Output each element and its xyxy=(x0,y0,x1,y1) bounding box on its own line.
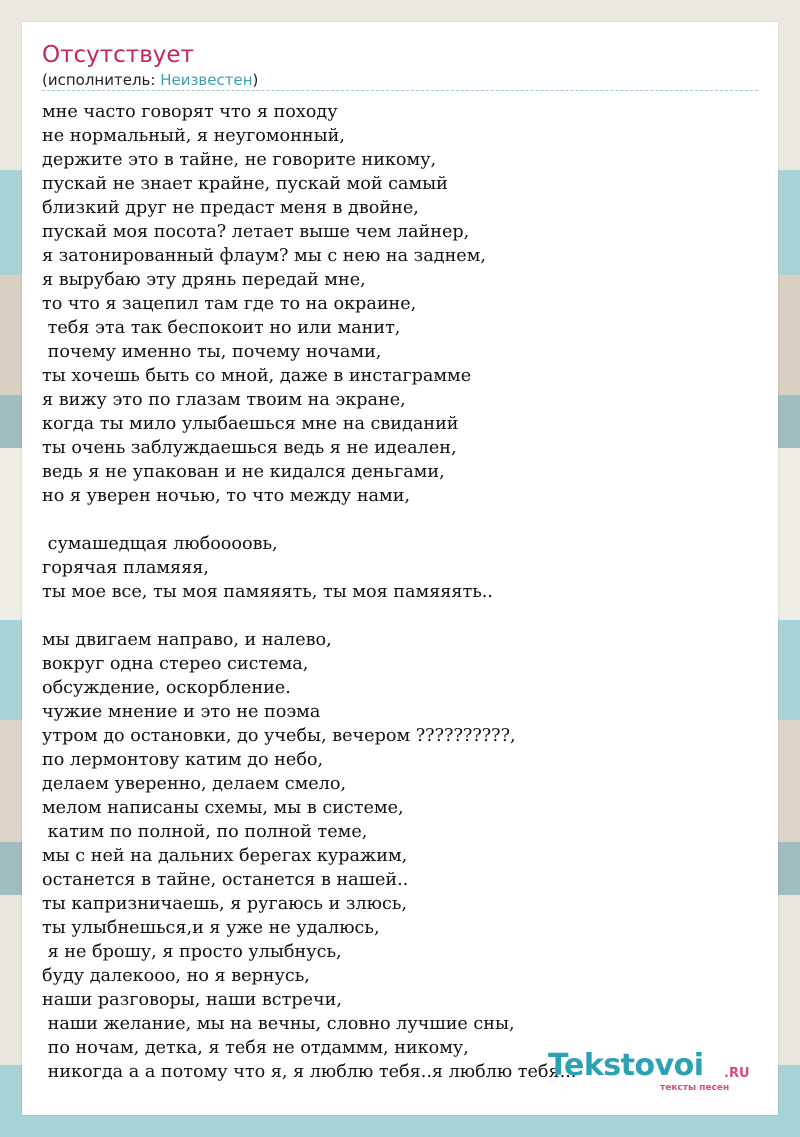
lyric-line: я вырубаю эту дрянь передай мне, xyxy=(42,270,366,290)
lyric-line: то что я зацепил там где то на окраине, xyxy=(42,294,417,314)
lyric-line: мелом написаны схемы, мы в системе, xyxy=(42,798,404,818)
lyric-line: мы двигаем направо, и налево, xyxy=(42,630,332,650)
lyric-line: ты капризничаешь, я ругаюсь и злюсь, xyxy=(42,894,408,914)
lyric-line xyxy=(42,508,758,532)
logo-wordmark: Tekstovoi xyxy=(548,1048,704,1083)
lyric-line: когда ты мило улыбаешься мне на свиданий xyxy=(42,414,459,434)
lyric-line: утром до остановки, до учебы, вечером ??????????, xyxy=(42,726,516,746)
lyric-line: тебя эта так беспокоит но или манит, xyxy=(42,318,401,338)
lyric-line: я затонированный флаум? мы с нею на заднем, xyxy=(42,246,486,266)
lyric-line: почему именно ты, почему ночами, xyxy=(42,342,382,362)
lyric-line: мы с ней на дальних берегах куражим, xyxy=(42,846,408,866)
lyric-line: ты очень заблуждаешься ведь я не идеален, xyxy=(42,438,457,458)
lyric-line: останется в тайне, останется в нашей.. xyxy=(42,870,409,890)
lyric-line: по лермонтову катим до небо, xyxy=(42,750,324,770)
lyric-line: горячая пламяяя, xyxy=(42,558,209,578)
lyric-line: пускай не знает крайне, пускай мой самый xyxy=(42,174,448,194)
artist-link[interactable]: Неизвестен xyxy=(160,71,253,89)
lyric-line: я вижу это по глазам твоим на экране, xyxy=(42,390,406,410)
lyric-line: вокруг одна стерео система, xyxy=(42,654,309,674)
site-logo[interactable] xyxy=(548,1048,758,1096)
lyric-line: но я уверен ночью, то что между нами, xyxy=(42,486,411,506)
lyric-line: никогда а а потому что я, я люблю тебя..я люблю тебя... xyxy=(42,1062,577,1082)
lyric-line: мне часто говорят что я походу xyxy=(42,102,338,122)
logo-domain: .RU xyxy=(724,1066,750,1081)
lyric-line: буду далекооо, но я вернусь, xyxy=(42,966,310,986)
performer-suffix: ) xyxy=(252,71,259,89)
lyric-line: сумашедщая любоооовь, xyxy=(42,534,278,554)
lyric-line: ты хочешь быть со мной, даже в инстаграмме xyxy=(42,366,472,386)
lyric-line: обсуждение, оскорбление. xyxy=(42,678,291,698)
lyric-line: наши разговоры, наши встречи, xyxy=(42,990,343,1010)
lyric-line: по ночам, детка, я тебя не отдаммм, никому, xyxy=(42,1038,469,1058)
lyric-line xyxy=(42,604,758,628)
title-divider xyxy=(42,90,758,91)
lyric-line: делаем уверенно, делаем смело, xyxy=(42,774,347,794)
logo-tagline: тексты песен xyxy=(660,1083,730,1093)
performer-line xyxy=(42,71,258,89)
lyric-line: чужие мнение и это не поэма xyxy=(42,702,321,722)
lyric-line: ведь я не упакован и не кидался деньгами, xyxy=(42,462,445,482)
lyric-line: наши желание, мы на вечны, словно лучшие сны, xyxy=(42,1014,515,1034)
lyric-line: катим по полной, по полной теме, xyxy=(42,822,368,842)
lyric-line: не нормальный, я неугомонный, xyxy=(42,126,345,146)
lyric-line: близкий друг не предаст меня в двойне, xyxy=(42,198,419,218)
lyrics-card xyxy=(22,22,778,1115)
lyric-line: ты мое все, ты моя памяяять, ты моя памяяять.. xyxy=(42,582,493,602)
lyric-line: держите это в тайне, не говорите никому, xyxy=(42,150,437,170)
song-title: Отсутствует xyxy=(42,42,194,68)
lyric-line: пускай моя посота? летает выше чем лайнер, xyxy=(42,222,470,242)
performer-prefix: (исполнитель: xyxy=(42,71,161,89)
lyrics-text xyxy=(42,100,758,1084)
lyric-line: ты улыбнешься,и я уже не удалюсь, xyxy=(42,918,380,938)
lyric-line: я не брошу, я просто улыбнусь, xyxy=(42,942,342,962)
